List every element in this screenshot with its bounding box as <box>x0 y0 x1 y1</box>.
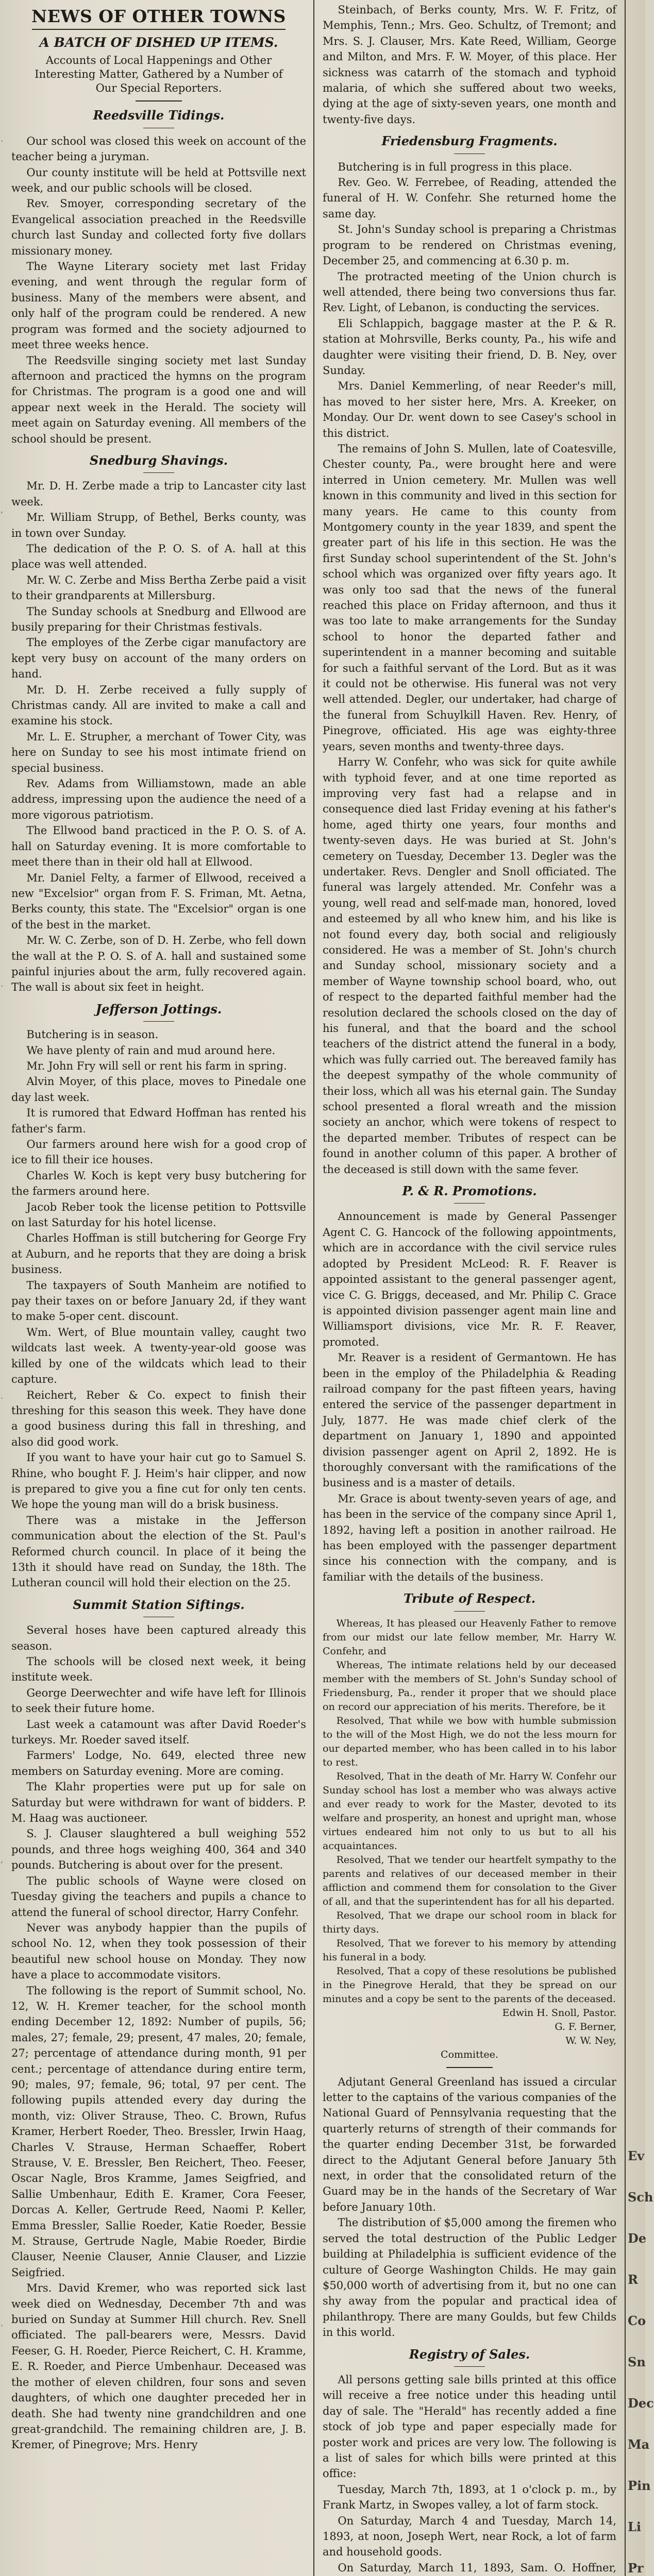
paragraph: Mr. John Fry will sell or rent his farm in spring. <box>26 1059 287 1072</box>
paragraph: There was a mistake in the Jefferson communication about the election of the St. Paul's Reformed church council. In place of it being the 13th it should have read on Sunday, the 18th. The Lutheran council will hold their election on the 25. <box>11 1514 306 1589</box>
paragraph: Mrs. Daniel Kemmerling, of near Reeder's mill, has moved to her sister here, Mrs. A. Kreeker, on Monday. Our Dr. went down to see Casey's school in this district. <box>323 380 616 439</box>
paragraph: Mr. Reaver is a resident of Germantown. He has been in the employ of the Philadelphia & Reading railroad company for the past fifteen years, having entered the service of the passenger department in July, 1877. He was made chief clerk of the department on January 1, 1890 and appointed division passenger agent on April 2, 1892. He is thoroughly conversant with the ramifications of the business and is a master of details. <box>323 1351 616 1489</box>
signature: W. W. Ney, <box>565 2035 616 2046</box>
deck-primary: A BATCH OF DISHED UP ITEMS. <box>39 35 278 50</box>
section-snedburg-shavings <box>11 453 306 995</box>
signature: Edwin H. Snoll, Pastor. <box>502 2007 616 2019</box>
paragraph: The Wayne Literary society met last Friday evening, and went through the regular form of business. Many of the members were absent, and only half of the program could be rendered. A new program was formed and the society adjourned to meet three weeks hence. <box>11 260 306 351</box>
section-heading: Registry of Sales. <box>409 2346 530 2362</box>
paragraph: Alvin Moyer, of this place, moves to Pinedale one day last week. <box>11 1075 306 1104</box>
paragraph: Wm. Wert, of Blue mountain valley, caught two wildcats last week. A twenty-year-old goose was killed by one of the wildcats which lead to their capture. <box>11 1326 306 1386</box>
right-sections <box>323 2 616 2576</box>
paragraph: Our farmers around here wish for a good crop of ice to fill their ice houses. <box>11 1138 306 1166</box>
paragraph: The following is the report of Summit school, No. 12, W. H. Kremer teacher, for the school month ending December 12, 1892: Number of pupils, 56; males, 27; female, 29; present, 47 males, 20; female, 27; percentage of attendance during month, 91 per cent.; percentage of attendance during entire term, 90; males, 97; female, 96; total, 97 per cent. The following pupils attended every day during the month, viz: Oliver Strause, Theo. C. Brown, Rufus Kramer, Herbert Roeder, Theo. Bressler, Irwin Haag, Charles V. Strause, Herman Schaeffer, Robert Strause, V. E. Bressler, Ben Reichert, Theo. Feeser, Oscar Nagle, Bros Kramme, James Seigfried, and Sallie Umbenhaur, Edith E. Kramer, Cora Feeser, Dorcas A. Keller, Gertrude Reed, Naomi P. Keller, Emma Bressler, Sallie Roeder, Katie Roeder, Bessie M. Strause, Gertrude Nagle, Mabie Roeder, Birdie Clauser, Neenie Clauser, Annie Clauser, and Lizzie Seigfried. <box>11 1984 306 2279</box>
paragraph: All persons getting sale bills printed at this office will receive a free notice under this heading until day of sale. The "Herald" has recently added a fine stock of job type and paper especially made for poster work and prices are very low. The following is a list of sales for which bills were printed at this office: <box>323 2373 616 2480</box>
section-heading: Tribute of Respect. <box>403 1591 536 1606</box>
edge-fragment: Ev <box>628 2148 645 2163</box>
section-heading: Snedburg Shavings. <box>89 452 228 468</box>
section-summit-station-siftings <box>11 1597 306 2453</box>
paragraph: George Deerwechter and wife have left for Illinois to seek their future home. <box>11 1686 306 1715</box>
edge-fragment: Sch <box>628 2190 653 2205</box>
paragraph: The Sunday schools at Snedburg and Ellwood are busily preparing for their Christmas festivals. <box>11 605 306 633</box>
edge-fragment: Sn <box>628 2354 646 2369</box>
paragraph: Whereas, It has pleased our Heavenly Father to remove from our midst our late fellow member, Mr. Harry W. Confehr, and <box>323 1617 616 1657</box>
paragraph: Butchering is in season. <box>26 1028 159 1041</box>
right-column <box>318 0 619 2576</box>
edge-fragment: Li <box>628 2519 641 2534</box>
paragraph: Adjutant General Greenland has issued a circular letter to the captains of the various companies of the National Guard of Pennsylvania requesting that the quarterly returns of strength of their commands for the quarter ending December 31st, be forwarded direct to the Adjutant General before January 5th next, in order that the consolidated return of the Guard may be in the hands of the Secretary of War before January 10th. <box>323 2075 616 2213</box>
paragraph: Butchering is in full progress in this place. <box>338 160 573 173</box>
paragraph: Our county institute will be held at Pottsville next week, and our public schools will be closed. <box>11 166 306 195</box>
section-friedensburg-fragments <box>323 133 616 1177</box>
left-sections <box>11 108 306 2452</box>
paragraph: Farmers' Lodge, No. 649, elected three new members on Saturday evening. More are coming. <box>11 1749 306 1777</box>
deck-rule <box>136 100 182 101</box>
paragraph: Reichert, Reber & Co. expect to finish their threshing for this season this week. They have done a good business during this fall in threshing, and also did good work. <box>11 1388 306 1448</box>
edge-fragment: Ma <box>628 2437 650 2452</box>
paragraph: Last week a catamount was after David Roeder's turkeys. Mr. Roeder saved itself. <box>11 1718 306 1747</box>
paragraph: The employes of the Zerbe cigar manufactory are kept very busy on account of the many orders on hand. <box>11 636 306 681</box>
section-rule <box>454 2366 485 2367</box>
section-continued <box>323 2 616 127</box>
left-column <box>9 0 310 2576</box>
adjacent-column-fragments <box>627 0 654 2576</box>
signature: G. F. Berner, <box>555 2021 616 2032</box>
edge-fragment: Dec <box>628 2396 654 2411</box>
paragraph: The protracted meeting of the Union church is well attended, there being two conversions thus far. Rev. Light, of Lebanon, is conducting the services. <box>323 270 616 314</box>
paragraph: The public schools of Wayne were closed on Tuesday giving the teachers and pupils a chance to attend the funeral of school director, Harry Confehr. <box>11 1874 306 1919</box>
section-rule <box>454 1203 485 1204</box>
adjacent-column-rule <box>625 0 626 2576</box>
paragraph: Our school was closed this week on account of the teacher being a juryman. <box>11 134 306 163</box>
paragraph: Mr. W. C. Zerbe and Miss Bertha Zerbe paid a visit to their grandparents at Millersburg. <box>11 573 306 602</box>
paragraph: If you want to have your hair cut go to Samuel S. Rhine, who bought F. J. Heim's hair clipper, and now is prepared to give you a fine cut for only ten cents. We hope the young man will do a brisk business. <box>11 1451 306 1511</box>
deck-secondary: Accounts of Local Happenings and Other Interesting Matter, Gathered by a Number of Our Special Reporters. <box>35 54 283 95</box>
section-rule <box>143 472 174 473</box>
paragraph: The remains of John S. Mullen, late of Coatesville, Chester county, Pa., were brought here and were interred in Union cemetery. Mr. Mullen was well known in this community and lived in this section for many years. He came to this county from Montgomery county in the year 1839, and spent the greater part of his life in this section. He was the first Sunday school superintendent of the St. John's school which was organized over fifty years ago. It was only too sad that the news of the funeral reached this place on Friday afternoon, and thus it was too late to make arrangements for the Sunday school to honor the departed father and superintendent in a manner becoming and suitable for such a faithful servant of the Lord. But as it was it could not be otherwise. His funeral was not very well attended. Degler, our undertaker, had charge of the funeral from Schuylkill Haven. Rev. Henry, of Pinegrove, officiated. His age was eighty-three years, seven months and twenty-three days. <box>323 442 616 753</box>
section-heading: Jefferson Jottings. <box>95 1001 222 1016</box>
paragraph: Charles Hoffman is still butchering for George Fry at Auburn, and he reports that they are doing a brisk business. <box>11 1232 306 1276</box>
paragraph: Mr. Daniel Felty, a farmer of Ellwood, received a new "Excelsior" organ from F. S. Friman, Mt. Aetna, Berks county, this state. The "Excelsior" organ is one of the best in the market. <box>11 871 306 931</box>
paragraph: Rev. Adams from Williamstown, made an able address, impressing upon the audience the need of a more vigorous patriotism. <box>11 777 306 821</box>
paragraph: Charles W. Koch is kept very busy butchering for the farmers around here. <box>11 1169 306 1198</box>
paragraph: Resolved, That we tender our heartfelt sympathy to the parents and relatives of our deceased member in their affliction and commend them for consolation to the Giver of all, and that the superintendent has for all his departed. <box>323 1854 616 1907</box>
section-jefferson-jottings <box>11 1002 306 1591</box>
paragraph: Mr. L. E. Strupher, a merchant of Tower City, was here on Sunday to see his most intimate friend on special business. <box>11 730 306 774</box>
paragraph: Eli Schlappich, baggage master at the P. & R. station at Mohrsville, Berks county, Pa., his wife and daughter were visiting their friend, D. B. Ney, over Sunday. <box>323 317 616 377</box>
paragraph: Resolved, That in the death of Mr. Harry W. Confehr our Sunday school has lost a member who was always active and ever ready to work for the Master, devoted to its welfare and prosperity, an honest and upright man, whose virtues endeared him not only to us but to all his acquaintances. <box>323 1770 616 1852</box>
paragraph: Rev. Smoyer, corresponding secretary of the Evangelical association preached in the Reedsville church last Sunday and collected forty five dollars missionary money. <box>11 197 306 257</box>
paragraph: We have plenty of rain and mud around here. <box>26 1044 276 1057</box>
paragraph: Mr. William Strupp, of Bethel, Berks county, was in town over Sunday. <box>11 511 306 539</box>
paragraph: On Saturday, March 11, 1893, Sam. O. Hoffner, <box>338 2561 616 2574</box>
paragraph: Resolved, That a copy of these resolutions be published in the Pinegrove Herald, that they be spread on our minutes and a copy be sent to the parents of the deceased. <box>323 1965 616 2005</box>
section-heading: Reedsville Tidings. <box>93 108 225 123</box>
paragraph: The Ellwood band practiced in the P. O. S. of A. hall on Saturday evening. It is more comfortable to meet there than in their old hall at Ellwood. <box>11 824 306 869</box>
paragraph: Rev. Geo. W. Ferrebee, of Reading, attended the funeral of H. W. Confehr. She returned home the same day. <box>323 176 616 220</box>
paragraph: The distribution of $5,000 among the firemen who served the total destruction of the Public Ledger building at Philadelphia is sufficient evidence of the culture of George Washington Childs. He may gain $50,000 worth of advertising from it, but no one can shy away from the popular and practical idea of philanthropy. There are many Goulds, but few Childs in this world. <box>323 2216 616 2339</box>
paragraph: Resolved, That while we bow with humble submission to the will of the Most High, we do not the less mourn for our departed member, who has been called in to his labor to rest. <box>323 1715 616 1768</box>
headline: NEWS OF OTHER TOWNS <box>31 6 286 26</box>
section-rule <box>454 1611 485 1612</box>
paragraph: It is rumored that Edward Hoffman has rented his father's farm. <box>11 1107 306 1135</box>
paragraph: Resolved, That we forever to his memory by attending his funeral in a body. <box>323 1937 616 1963</box>
section-registry-of-sales <box>323 2347 616 2576</box>
section-heading: Summit Station Siftings. <box>73 1597 245 1612</box>
paragraph: The Klahr properties were put up for sale on Saturday but were withdrawn for want of bidders. P. M. Haag was auctioneer. <box>11 1781 306 1825</box>
paragraph: Mr. D. H. Zerbe received a fully supply of Christmas candy. All are invited to make a call and examine his stock. <box>11 683 306 727</box>
paragraph: Mr. D. H. Zerbe made a trip to Lancaster city last week. <box>11 480 306 508</box>
edge-fragment: Pin <box>628 2478 651 2493</box>
edge-fragment: Pr <box>628 2561 644 2575</box>
paragraph: The dedication of the P. O. S. of A. hall at this place was well attended. <box>11 542 306 571</box>
section-tribute-of-respect <box>323 1591 616 2061</box>
section-heading: P. & R. Promotions. <box>402 1183 537 1199</box>
paragraph: Steinbach, of Berks county, Mrs. W. F. Fritz, of Memphis, Tenn.; Mrs. Geo. Schultz, of Tremont; and Mrs. S. J. Clauser, Mrs. Kate Reed, William, George and Milton, and Mrs. F. W. Moyer, of this place. Her sickness was catarrh of the stomach and typhoid malaria, of which she suffered about two weeks, dying at the age of sixty-seven years, one month and twenty-five days. <box>323 4 616 126</box>
section-rule <box>143 1021 174 1022</box>
paragraph: Resolved, That we drape our school room in black for thirty days. <box>323 1909 616 1935</box>
edge-fragment: Co <box>628 2313 646 2328</box>
section-continued <box>323 2067 616 2341</box>
paragraph: Mrs. David Kremer, who was reported sick last week died on Wednesday, December 7th and was buried on Sunday at Summer Hill church. Rev. Snell officiated. The pall-bearers were, Messrs. David Feeser, G. H. Roeder, Pierce Reichert, C. H. Kramme, E. R. Roeder, and Pierce Umbenhaur. Deceased was the mother of eleven children, four sons and seven daughters, of which one daughter preceded her in death. She had twenty nine grandchildren and one great-grandchild. The remaining children are, J. B. Kremer, of Pinegrove; Mrs. Henry <box>11 2282 306 2451</box>
section-heading: Friedensburg Fragments. <box>381 133 558 149</box>
paragraph: The Reedsville singing society met last Sunday afternoon and practiced the hymns on the program for Christmas. The program is a good one and will appear next week in the Herald. The society will meet again on Saturday evening. All members of the school should be present. <box>11 354 306 445</box>
edge-fragment: R <box>628 2272 638 2287</box>
headline-rule <box>32 29 286 30</box>
committee-label: Committee. <box>441 2048 498 2060</box>
paragraph: St. John's Sunday school is preparing a Christmas program to be rendered on Christmas evening, December 25, and commencing at 6.30 p. m. <box>323 223 616 267</box>
paragraph: On Saturday, March 4 and Tuesday, March 14, 1893, at noon, Joseph Wert, near Rock, a lot of farm and household goods. <box>323 2514 616 2558</box>
paragraph: Jacob Reber took the license petition to Pottsville on last Saturday for his hotel license. <box>11 1200 306 1229</box>
left-page-edge: . , . . , . <box>1 134 4 2328</box>
paragraph: Tuesday, March 7th, 1893, at 1 o'clock p. m., by Frank Martz, in Swopes valley, a lot of farm stock. <box>323 2483 616 2512</box>
paragraph: Announcement is made by General Passenger Agent C. G. Hancock of the following appointments, which are in accordance with the civil service rules adopted by President McLeod: R. F. Reaver is appointed assistant to the general passenger agent, vice C. G. Briggs, deceased, and Mr. Philip C. Grace is appointed division passenger agent main line and Williamsport divisions, vice Mr. R. F. Reaver, promoted. <box>323 1210 616 1348</box>
paragraph: Mr. Grace is about twenty-seven years of age, and has been in the service of the company since April 1, 1892, having left a position in another railroad. He has been employed with the passenger department since his connection with the company, and is familiar with the details of the business. <box>323 1492 616 1583</box>
paragraph: The schools will be closed next week, it being institute week. <box>11 1655 306 1684</box>
separator-rule <box>446 2067 493 2068</box>
paragraph: Several hoses have been captured already this season. <box>11 1624 306 1652</box>
paragraph: Mr. W. C. Zerbe, son of D. H. Zerbe, who fell down the wall at the P. O. S. of A. hall and sustained some painful injuries about the arm, fully recovered again. The wall is about six feet in height. <box>11 934 306 994</box>
paragraph: Never was anybody happier than the pupils of school No. 12, when they took possession of their beautiful new school house on Monday. They now have a place to accommodate visitors. <box>11 1921 306 1981</box>
section-p-r-promotions <box>323 1183 616 1585</box>
paragraph: The taxpayers of South Manheim are notified to pay their taxes on or before January 2d, if they want to make 5-oper cent. discount. <box>11 1279 306 1323</box>
paragraph: Harry W. Confehr, who was sick for quite awhile with typhoid fever, and at one time reported as improving very fast had a relapse and in consequence died last Friday evening at his father's home, aged thirty one years, four months and twenty-seven days. He was buried at St. John's cemetery on Tuesday, December 13. Degler was the undertaker. Revs. Dengler and Snoll officiated. The funeral was largely attended. Mr. Confehr was a young, well read and self-made man, honored, loved and esteemed by all who knew him, and his like is not found every day, both social and religiously considered. He was a member of St. John's church and Sunday school, missionary society and a member of Wayne township school board, who, out of respect to the departed faithful member had the resolution declared the schools closed on the day of his funeral, and that the board and the school teachers of the district attend the funeral in a body, which was fully carried out. The bereaved family has the deepest sympathy of the whole community of their loss, which all was his eternal gain. The Sunday school presented a floral wreath and the mission society an anchor, which were tokens of respect to the departed member. Tributes of respect can be found in another column of this paper. A brother of the deceased is still down with the same fever. <box>323 756 616 1176</box>
paragraph: Whereas, The intimate relations held by our deceased member with the members of St. John's Sunday school of Friedensburg, Pa., render it proper that we should place on record our appreciation of his merits. Therefore, be it <box>323 1659 616 1713</box>
section-reedsville-tidings <box>11 108 306 447</box>
edge-fragment: De <box>628 2231 647 2246</box>
paragraph: S. J. Clauser slaughtered a bull weighing 552 pounds, and three hogs weighing 400, 364 and 340 pounds. Butchering is about over for the present. <box>11 1827 306 1872</box>
column-divider <box>313 0 314 2576</box>
